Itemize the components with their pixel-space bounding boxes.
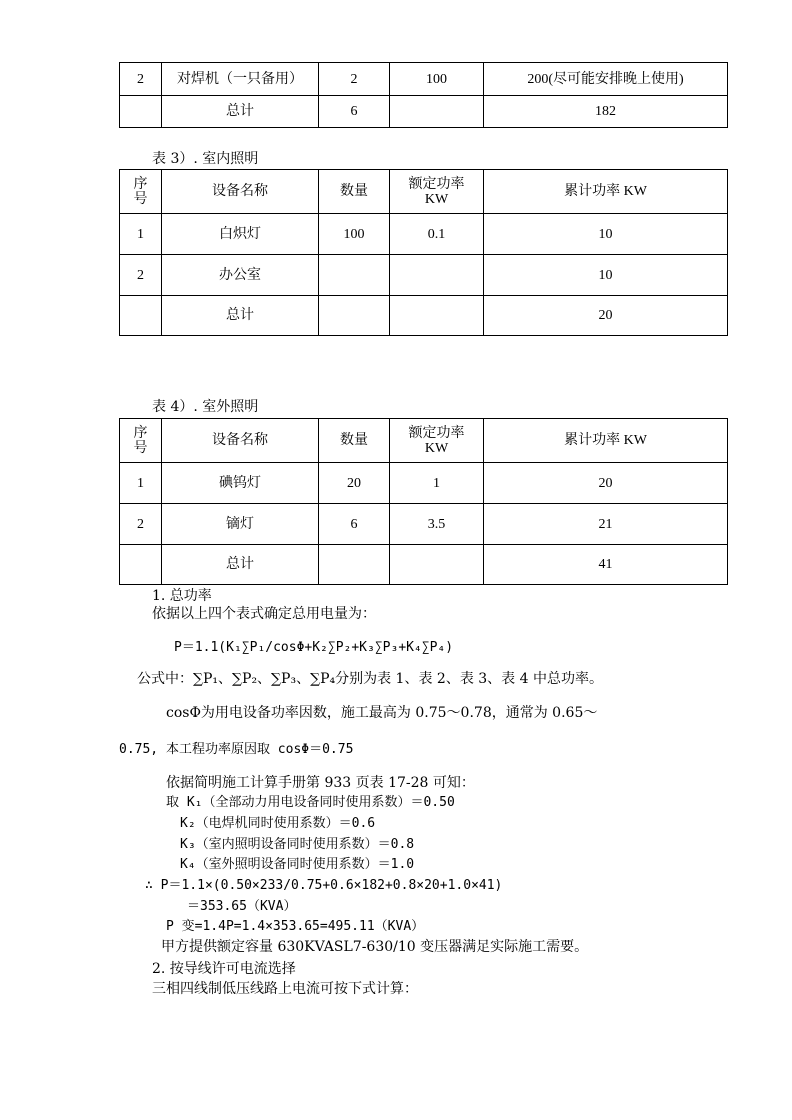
cos-phi-text-1: cosΦ为用电设备功率因数，施工最高为 0.75～0.78，通常为 0.65～	[166, 705, 598, 721]
table-header-row	[120, 419, 728, 463]
header-rated: 额定功率 KW	[390, 170, 484, 214]
cell-qty: 6	[319, 504, 390, 545]
cell-name: 白炽灯	[162, 214, 319, 255]
cell-qty	[319, 545, 390, 585]
header-no: 序 号	[120, 170, 162, 214]
header-total: 累计功率 KW	[484, 419, 728, 463]
header-rated: 额定功率 KW	[390, 419, 484, 463]
transformer-supply-text: 甲方提供额定容量 630KVASL7-630/10 变压器满足实际施工需要。	[161, 939, 589, 955]
power-result: ＝353.65（KVA）	[187, 899, 297, 914]
table-welding	[119, 62, 728, 128]
cell-total: 21	[484, 504, 728, 545]
header-no: 序 号	[120, 419, 162, 463]
cell-no: 2	[120, 255, 162, 296]
cell-qty: 20	[319, 463, 390, 504]
cos-phi-text-2: 0.75, 本工程功率原因取 cosΦ＝0.75	[119, 742, 354, 757]
table4-caption: 表 4）. 室外照明	[152, 399, 259, 415]
cell-name: 总计	[162, 296, 319, 336]
cell-qty: 2	[319, 63, 390, 96]
header-name: 设备名称	[162, 170, 319, 214]
cell-rated	[390, 96, 484, 128]
cell-name: 碘钨灯	[162, 463, 319, 504]
power-formula: P＝1.1(K₁∑P₁/cosΦ+K₂∑P₂+K₃∑P₃+K₄∑P₄)	[174, 640, 454, 655]
cell-no: 2	[120, 504, 162, 545]
cell-name: 总计	[162, 545, 319, 585]
cell-qty	[319, 296, 390, 336]
cell-name: 总计	[162, 96, 319, 128]
cell-no: 1	[120, 463, 162, 504]
cell-total: 182	[484, 96, 728, 128]
table-row	[120, 96, 728, 128]
transformer-power: P 变=1.4P=1.4×353.65=495.11（KVA）	[166, 919, 425, 934]
cell-rated	[390, 545, 484, 585]
cell-total: 200(尽可能安排晚上使用)	[484, 63, 728, 96]
cell-no	[120, 96, 162, 128]
cell-name: 办公室	[162, 255, 319, 296]
table-row	[120, 63, 728, 96]
power-calculation: ∴ P＝1.1×(0.50×233/0.75+0.6×182+0.8×20+1.0×41)	[145, 878, 503, 893]
table-row	[120, 296, 728, 336]
k1-coefficient: 取 K₁（全部动力用电设备同时使用系数）＝0.50	[166, 795, 455, 810]
cell-no	[120, 296, 162, 336]
cell-rated	[390, 296, 484, 336]
cell-qty: 6	[319, 96, 390, 128]
reference-text: 依据简明施工计算手册第 933 页表 17-28 可知：	[166, 775, 475, 791]
formula-explanation: 公式中：∑P₁、∑P₂、∑P₃、∑P₄分别为表 1、表 2、表 3、表 4 中总功率。	[137, 671, 603, 687]
k2-coefficient: K₂（电焊机同时使用系数）＝0.6	[180, 816, 376, 831]
header-qty: 数量	[319, 419, 390, 463]
table-outdoor-lighting	[119, 418, 728, 585]
table-indoor-lighting	[119, 169, 728, 336]
k4-coefficient: K₄（室外照明设备同时使用系数）＝1.0	[180, 857, 415, 872]
table-header-row	[120, 170, 728, 214]
k3-coefficient: K₃（室内照明设备同时使用系数）＝0.8	[180, 837, 415, 852]
cell-no	[120, 545, 162, 585]
cell-name: 镝灯	[162, 504, 319, 545]
header-name: 设备名称	[162, 419, 319, 463]
header-qty: 数量	[319, 170, 390, 214]
table3-caption: 表 3）. 室内照明	[152, 151, 259, 167]
cell-total: 20	[484, 296, 728, 336]
table-row	[120, 545, 728, 585]
current-calc-intro: 三相四线制低压线路上电流可按下式计算：	[152, 981, 418, 997]
cell-no: 2	[120, 63, 162, 96]
cell-qty: 100	[319, 214, 390, 255]
cell-total: 20	[484, 463, 728, 504]
cell-rated: 1	[390, 463, 484, 504]
cell-total: 10	[484, 214, 728, 255]
intro-text: 依据以上四个表式确定总用电量为：	[152, 606, 376, 622]
cell-qty	[319, 255, 390, 296]
cell-rated: 3.5	[390, 504, 484, 545]
section-heading-total-power: 1. 总功率	[152, 588, 212, 604]
section-heading-current: 2. 按导线许可电流选择	[152, 961, 296, 977]
table-row	[120, 255, 728, 296]
cell-rated	[390, 255, 484, 296]
cell-total: 10	[484, 255, 728, 296]
cell-rated: 100	[390, 63, 484, 96]
table-row	[120, 504, 728, 545]
cell-no: 1	[120, 214, 162, 255]
table-row	[120, 214, 728, 255]
cell-name: 对焊机（一只备用）	[162, 63, 319, 96]
cell-rated: 0.1	[390, 214, 484, 255]
cell-total: 41	[484, 545, 728, 585]
table-row	[120, 463, 728, 504]
header-total: 累计功率 KW	[484, 170, 728, 214]
